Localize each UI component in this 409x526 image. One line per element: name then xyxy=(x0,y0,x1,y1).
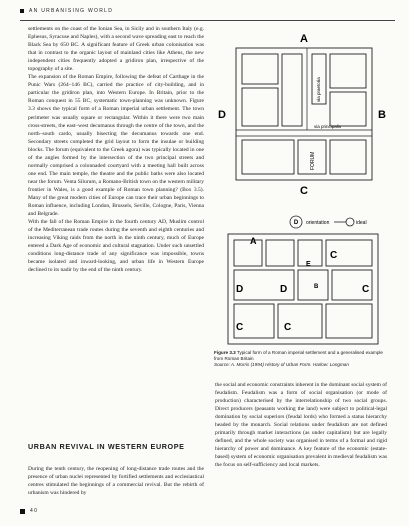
ideal-circle xyxy=(346,218,354,226)
ideal-label: ideal xyxy=(356,220,367,226)
right-paragraph: the social and economic constraints inherent in the dominant social system of feudalism. Feudalism was a form of social organisation (or mode of production) characterised by the interrelationship of two social groups. Direct producers (peasants working the land) were subject to political-legal domination by social superiors (feudal lords) who formed a status hierarchy headed by the monarch. Social relations under feudalism are not defined primarily through market interactions (as under capitalism) but are legally defined, and the whole society was organised in terms of a formal and rigid hierarchy of power and dominance. A key feature of the economic (estate-based) system of economic organisation prevalent in medieval feudalism was the focus on self-sufficiency and local markets. xyxy=(215,382,387,469)
label-c-lower-4: C xyxy=(284,322,292,333)
header-rule xyxy=(20,20,395,21)
via-praetoria-label: via praetoria xyxy=(316,77,321,102)
label-e-lower: E xyxy=(306,261,311,268)
label-c-lower-3: C xyxy=(236,322,244,333)
section-heading: URBAN REVIVAL IN WESTERN EUROPE xyxy=(28,442,185,451)
running-header xyxy=(20,4,395,19)
caption-source: Source: A. Morris (1994) History of Urban Form. Harlow: Longman xyxy=(214,362,349,368)
section-body: During the tenth century, the reopening of long-distance trade routes and the presence of urban nuclei represented by fortified settlements and ecclesiastical centres stimulated the beginnings of a commercial revival. But the rebirth of urbanism was hindered by xyxy=(28,466,204,497)
figure-3-3 xyxy=(214,30,394,350)
label-c-bottom: C xyxy=(300,185,308,197)
running-title: AN URBANISING WORLD xyxy=(29,8,114,14)
caption-text: Typical form of a Roman imperial settlement and a generalised example from Roman Britain xyxy=(214,350,383,362)
header-square-marker xyxy=(20,9,24,13)
via-principalis-label: via principalis xyxy=(314,124,342,129)
page-footer xyxy=(20,507,100,517)
paragraph-2: The expansion of the Roman Empire, following the defeat of Carthage in the Punic Wars (264–146 BC), carried the practice of city-building, and in particular the gridiron plan, into Western Europe. In Britain, prior to the Roman conquest in 55 BC, systematic town-planning was unknown. Figure 3.3 shows the typical form of a Roman imperial urban settlement. The town perimeter was usually square or rectangular. Within it there were two main cross-streets, the east–west decumanus through the centre of the town, and the north–south cardo, usually bisecting the decumanus towards one end. Secondary streets completed the grid layout to form the insulae or building blocks. The forum (equivalent to the Greek agora) was typically located in one of the angles formed by the intersection of the two principal streets and normally comprised a colonnaded courtyard with a meeting hall built across one end. The main temple, the theatre and the public baths were also located near the forum. Venta Silurum, a Romano-British town on the western military frontier in Wales, is a good example of Roman town planning? (Box 3.5). Many of the great modern cities of Europe can trace their urban beginnings to Roman influence, including London, Brussels, Seville, Cologne, Paris, Vienna and Belgrade. xyxy=(28,74,204,218)
label-b-lower: B xyxy=(314,284,319,290)
label-d-orientation: D xyxy=(293,220,299,226)
paragraph-3: With the fall of the Roman Empire in the fourth century AD, Muslim control of the Mediterranean trade routes during the seventh and eighth centuries and increasing Viking raids from the north in the ninth century, much of Europe entered a Dark Age of economic and cultural stagnation. Under such unsettled conditions long-distance trade of any significance was impossible, towns became isolated and inward-looking, and urban life in Western Europe declined to its nadir by the end of the ninth century. xyxy=(28,219,204,274)
ideal-town-perimeter xyxy=(236,48,372,180)
label-c-lower-1: C xyxy=(330,250,338,261)
figure-caption xyxy=(214,350,392,369)
footer-square-marker xyxy=(20,509,25,514)
label-b-right: B xyxy=(378,109,386,121)
label-a-top: A xyxy=(300,33,308,45)
right-column xyxy=(215,381,387,470)
left-column xyxy=(28,25,204,274)
forum-label: FORUM xyxy=(310,151,316,170)
label-d-lower-2: D xyxy=(280,284,288,295)
orientation-label: orientation xyxy=(306,220,330,226)
label-d-left: D xyxy=(218,109,226,121)
page-number: 4 0 xyxy=(30,508,37,514)
roman-plan-diagram xyxy=(214,30,394,350)
label-a-lower: A xyxy=(250,236,257,246)
label-d-lower-1: D xyxy=(236,284,244,295)
example-town-perimeter xyxy=(228,234,378,344)
label-c-lower-2: C xyxy=(362,284,370,295)
paragraph-1: settlements on the coast of the Ionian Sea, in Sicily and in southern Italy (e.g. Ephesus, Syracuse and Naples), with a second wave spreading east to reach the Black Sea by 650 BC. A significant feature of Greek urban colonisation was that in contrast to the organic layout of mainland cities like Athens, the new independent cities frequently adopted a gridiron plan, irrespective of the topography of a site. xyxy=(28,26,204,73)
caption-label: Figure 3.3 xyxy=(214,350,236,355)
